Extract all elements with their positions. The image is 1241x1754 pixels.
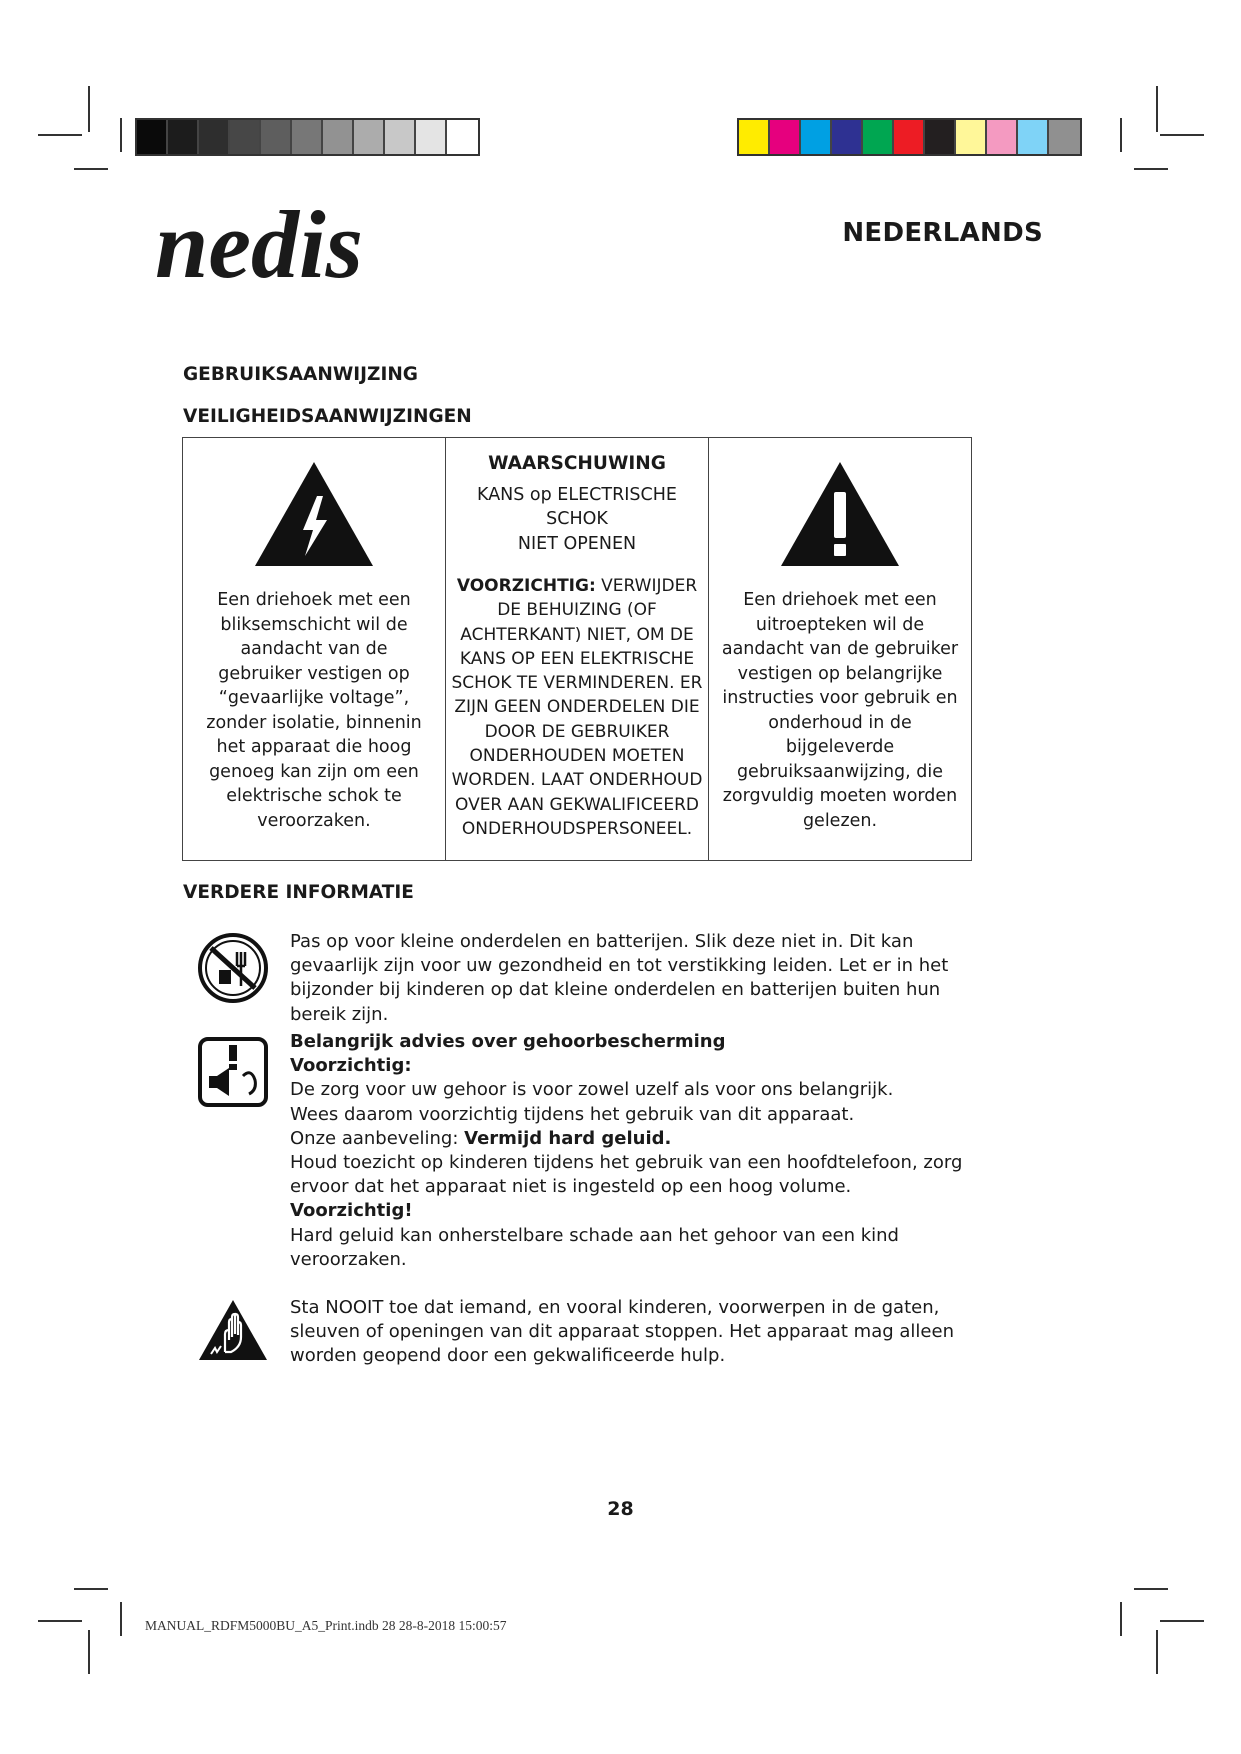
warning-cell <box>446 438 709 861</box>
lightning-warning-icon <box>253 460 375 568</box>
warning-line: SCHOK <box>546 509 608 529</box>
recommendation-label: Onze aanbeveling: <box>290 1127 465 1149</box>
color-swatch <box>925 120 956 154</box>
recommendation-line <box>290 1127 990 1151</box>
language-heading: NEDERLANDS <box>842 218 1043 248</box>
hearing-advice-line: De zorg voor uw gehoor is voor zowel uzelf als voor ons belangrijk. <box>290 1079 894 1101</box>
hearing-advice-title: Belangrijk advies over gehoorbescherming <box>290 1031 726 1052</box>
gray-swatch <box>199 120 230 154</box>
color-swatch <box>770 120 801 154</box>
safety-warning-table <box>182 437 972 861</box>
crop-mark <box>74 168 108 170</box>
hearing-protection-icon <box>197 1036 269 1108</box>
color-swatch <box>894 120 925 154</box>
hand-shock-warning-icon <box>197 1298 269 1362</box>
lightning-cell <box>183 438 446 861</box>
crop-mark <box>1120 118 1122 152</box>
svg-text:nedis: nedis <box>155 192 364 298</box>
nedis-logo <box>155 192 490 307</box>
color-swatch <box>863 120 894 154</box>
gray-swatch <box>447 120 478 154</box>
hearing-advice-line: Houd toezicht op kinderen tijdens het gebruik van een hoofdtelefoon, zorg ervoor dat het apparaat niet is ingesteld op een hoog volume. <box>290 1152 963 1198</box>
crop-mark <box>88 86 90 132</box>
gray-swatch <box>230 120 261 154</box>
print-slug: MANUAL_RDFM5000BU_A5_Print.indb 28 28-8-2018 15:00:57 <box>145 1618 507 1633</box>
color-swatch <box>1049 120 1080 154</box>
gray-swatch <box>137 120 168 154</box>
warning-line: NIET OPENEN <box>517 533 637 554</box>
hearing-advice-block <box>290 1030 990 1272</box>
crop-mark <box>74 1588 108 1590</box>
safety-title: VEILIGHEIDSAANWIJZINGEN <box>183 406 472 427</box>
color-swatch <box>801 120 832 154</box>
exclamation-warning-icon <box>779 460 901 568</box>
recommendation-text: Vermijd hard geluid. <box>464 1127 672 1149</box>
crop-mark <box>1160 134 1204 136</box>
page-number: 28 <box>607 1498 634 1520</box>
crop-mark <box>120 118 122 152</box>
gray-swatch <box>416 120 447 154</box>
gray-swatch <box>385 120 416 154</box>
crop-mark <box>120 1602 122 1636</box>
caution-text <box>446 574 708 841</box>
color-swatch <box>1018 120 1049 154</box>
color-swatch <box>832 120 863 154</box>
gray-swatch <box>354 120 385 154</box>
color-calibration-bar <box>737 118 1082 156</box>
color-swatch <box>739 120 770 154</box>
crop-mark <box>88 1630 90 1674</box>
exclamation-cell <box>709 438 972 861</box>
color-swatch <box>987 120 1018 154</box>
warning-title: WAARSCHUWING <box>488 453 666 474</box>
crop-mark <box>38 1620 82 1622</box>
openings-warning-text: Sta NOOIT toe dat iemand, en vooral kinderen, voorwerpen in de gaten, sleuven of openingen van dit apparaat stoppen. Het apparaat mag alleen worden geopend door een gekwalificeerde hulp. <box>290 1297 954 1367</box>
gray-swatch <box>168 120 199 154</box>
crop-mark <box>1156 86 1158 132</box>
gray-swatch <box>261 120 292 154</box>
crop-mark <box>1134 1588 1168 1590</box>
caution-body: VERWIJDER DE BEHUIZING (OF ACHTERKANT) NIET, OM DE KANS OP EEN ELEKTRISCHE SCHOK TE VERMINDEREN. ER ZIJN GEEN ONDERDELEN DIE DOOR DE GEBRUIKER ONDERHOUDEN MOETEN WORDEN. LAAT ONDERHOUD OVER AAN GEKWALIFICEERD ONDERHOUDSPERSONEEL. <box>451 576 703 839</box>
manual-title: GEBRUIKSAANWIJZING <box>183 364 418 385</box>
warning-line: KANS op ELECTRISCHE <box>477 484 677 505</box>
caution-label: Voorzichtig! <box>290 1200 413 1222</box>
no-eating-small-parts-icon <box>197 932 269 1004</box>
small-parts-text: Pas op voor kleine onderdelen en batterijen. Slik deze niet in. Dit kan gevaarlijk zijn voor uw gezondheid en tot verstikking leiden. Let er in het bijzonder bij kinderen op dat kleine onderdelen en batterijen buiten hun bereik zijn. <box>290 931 949 1025</box>
hearing-advice-line: Hard geluid kan onherstelbare schade aan het gehoor van een kind veroorzaken. <box>290 1224 899 1270</box>
gray-swatch <box>292 120 323 154</box>
crop-mark <box>1160 1620 1204 1622</box>
hearing-advice-line: Wees daarom voorzichtig tijdens het gebruik van dit apparaat. <box>290 1103 855 1125</box>
crop-mark <box>1120 1602 1122 1636</box>
more-info-title: VERDERE INFORMATIE <box>183 882 414 903</box>
crop-mark <box>38 134 82 136</box>
caution-label: Voorzichtig: <box>290 1055 412 1077</box>
exclamation-description: Een driehoek met een uitroepteken wil de aandacht van de gebruiker vestigen op belangrijke instructies voor gebruik en onderhoud in de bijgeleverde gebruiksaanwijzing, die zorgvuldig moeten worden gelezen. <box>721 590 959 831</box>
color-swatch <box>956 120 987 154</box>
crop-mark <box>1134 168 1168 170</box>
grayscale-calibration-bar <box>135 118 480 156</box>
lightning-description: Een driehoek met een bliksemschicht wil de aandacht van de gebruiker vestigen op “gevaarlijke voltage”, zonder isolatie, binnenin het apparaat die hoog genoeg kan zijn om een elektrische schok te veroorzaken. <box>206 590 422 831</box>
crop-mark <box>1156 1630 1158 1674</box>
gray-swatch <box>323 120 354 154</box>
caution-label: VOORZICHTIG: <box>456 576 596 596</box>
